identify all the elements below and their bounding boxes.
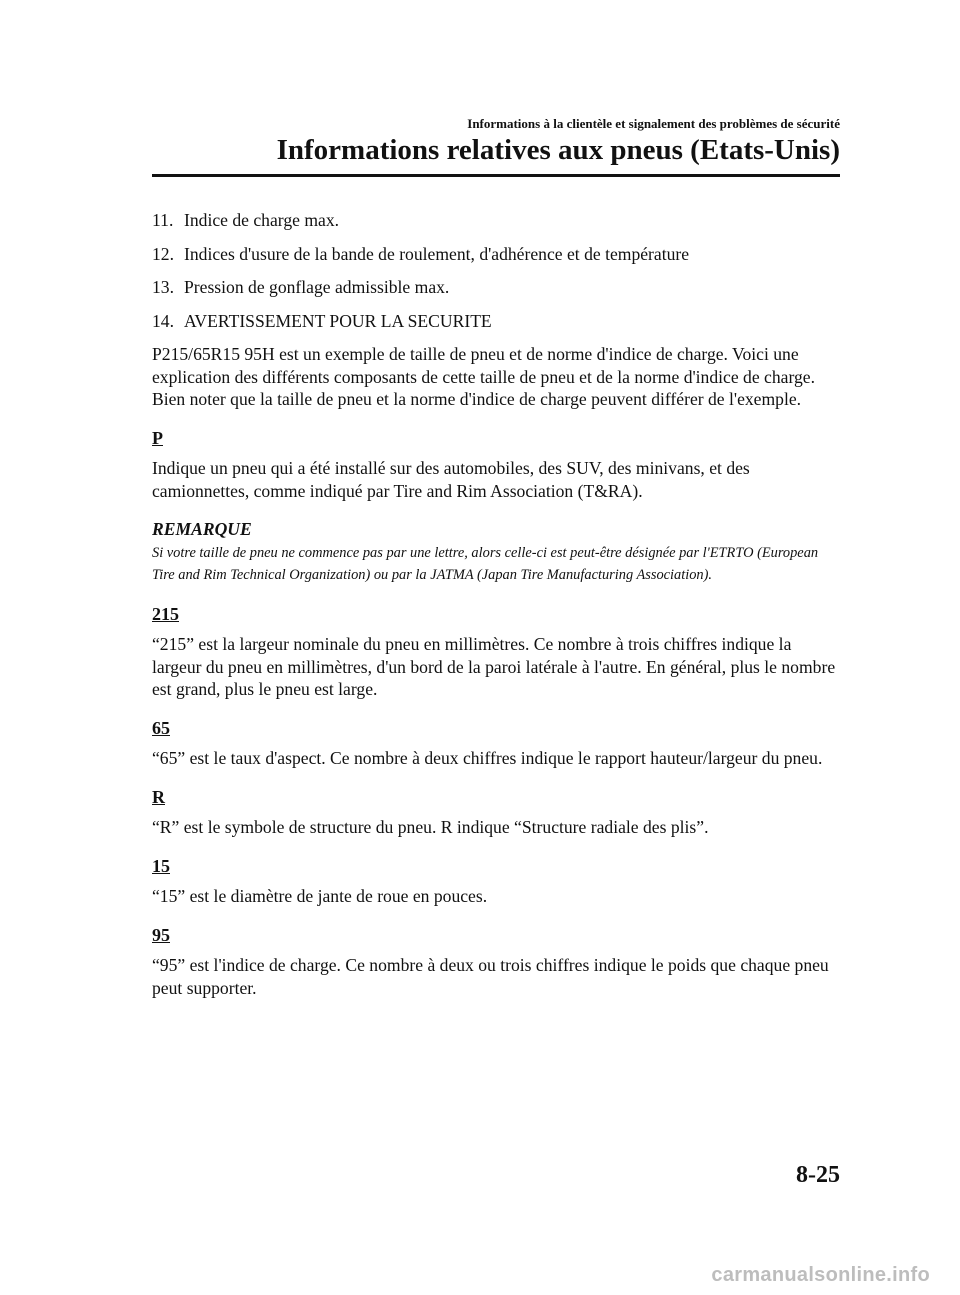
- heading-95: 95: [152, 924, 170, 945]
- list-text: AVERTISSEMENT POUR LA SECURITE: [184, 310, 492, 331]
- paragraph-215: “215” est la largeur nominale du pneu en millimètres. Ce nombre à trois chiffres indique la largeur du pneu en millimètres, d'un bord de la paroi latérale à l'autre. En général, plus le nombre est grand, plus le pneu est large.: [152, 634, 836, 699]
- paragraph-95: “95” est l'indice de charge. Ce nombre à deux ou trois chiffres indique le poids que chaque pneu peut supporter.: [152, 955, 829, 998]
- heading-15: 15: [152, 855, 170, 876]
- paragraph-65: “65” est le taux d'aspect. Ce nombre à deux chiffres indique le rapport hauteur/largeur du pneu.: [152, 748, 823, 768]
- list-number: 13.: [152, 277, 174, 297]
- list-text: Indices d'usure de la bande de roulement, d'adhérence et de température: [184, 243, 690, 264]
- paragraph-p: Indique un pneu qui a été installé sur des automobiles, des SUV, des minivans, et des camionnettes, comme indiqué par Tire and Rim Association (T&RA).: [152, 458, 750, 501]
- list-number: 14.: [152, 310, 174, 331]
- page-title: Informations relatives aux pneus (Etats-Unis): [276, 134, 840, 166]
- list-item: [152, 243, 842, 266]
- note-title: REMARQUE: [152, 519, 252, 539]
- list-text: Pression de gonflage admissible max.: [184, 277, 450, 297]
- list-item: [152, 276, 842, 299]
- intro-paragraph: P215/65R15 95H est un exemple de taille de pneu et de norme d'indice de charge. Voici une explication des différents composants de cette taille de pneu et de la norme d'indice de charge. Bien noter que la taille de pneu et la norme d'indice de charge peuvent différer de l'exemple.: [152, 344, 816, 409]
- list-number: 12.: [152, 243, 174, 264]
- list-text: Indice de charge max.: [184, 210, 340, 230]
- heading-p: P: [152, 427, 163, 448]
- heading-r: R: [152, 786, 165, 807]
- header-divider: [152, 174, 840, 177]
- section-subtitle: Informations à la clientèle et signalement des problèmes de sécurité: [467, 116, 840, 131]
- heading-215: 215: [152, 603, 179, 624]
- page-content: [152, 209, 842, 1008]
- note-text: Si votre taille de pneu ne commence pas par une lettre, alors celle-ci est peut-être désignée par l'ETRTO (European Tire and Rim Technical Organization) ou par la JATMA (Japan Tire Manufacturing Association).: [152, 544, 819, 583]
- page-number: 8-25: [796, 1162, 840, 1188]
- paragraph-15: “15” est le diamètre de jante de roue en pouces.: [152, 886, 488, 906]
- heading-65: 65: [152, 717, 170, 738]
- list-number: 11.: [152, 210, 174, 230]
- paragraph-r: “R” est le symbole de structure du pneu. R indique “Structure radiale des plis”.: [152, 817, 709, 837]
- list-item: [152, 310, 842, 333]
- watermark: carmanualsonline.info: [711, 1264, 930, 1286]
- list-item: [152, 209, 842, 232]
